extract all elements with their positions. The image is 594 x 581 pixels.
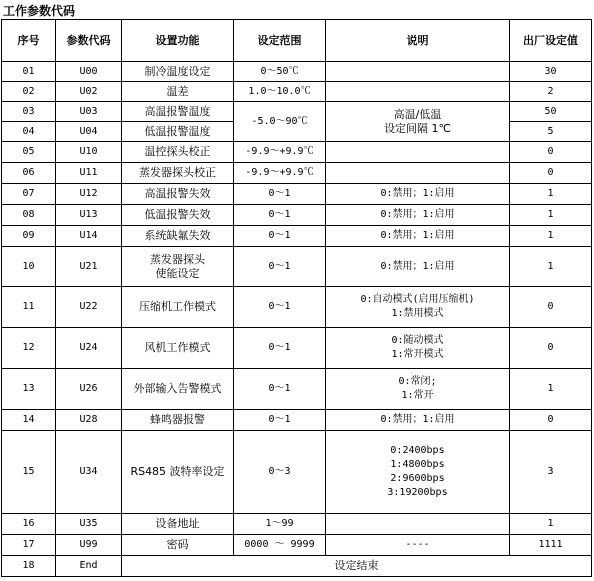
cell-description bbox=[326, 328, 510, 369]
cell-description bbox=[326, 102, 510, 142]
cell-description-line: 0:禁用；1:启用 bbox=[380, 209, 455, 220]
table-row bbox=[2, 535, 592, 556]
cell-description-line: 1:禁用模式 bbox=[391, 308, 444, 319]
header-function: 设置功能 bbox=[122, 20, 234, 62]
page-title: 工作参数代码 bbox=[3, 4, 76, 18]
cell-description bbox=[326, 287, 510, 328]
cell-description-line: 0:常闭; bbox=[398, 376, 437, 387]
cell-function bbox=[122, 410, 234, 431]
table-body bbox=[2, 62, 592, 577]
cell-function bbox=[122, 163, 234, 184]
cell-range: -9.9～+9.9℃ bbox=[234, 142, 326, 163]
cell-function bbox=[122, 122, 234, 142]
cell-function bbox=[122, 184, 234, 205]
cell-function bbox=[122, 142, 234, 163]
cell-default: 0 bbox=[510, 328, 592, 369]
cell-range: 1.0～10.0℃ bbox=[234, 82, 326, 102]
table-row bbox=[2, 514, 592, 535]
cell-description bbox=[326, 410, 510, 431]
cell-description bbox=[326, 205, 510, 226]
cell-description-line: 2:9600bps bbox=[390, 473, 445, 484]
cell-code: U03 bbox=[56, 102, 122, 122]
cell-range: 0～50℃ bbox=[234, 62, 326, 82]
cell-default: 1 bbox=[510, 514, 592, 535]
cell-function bbox=[122, 247, 234, 287]
cell-code: U99 bbox=[56, 535, 122, 556]
cell-description bbox=[326, 247, 510, 287]
cell-function bbox=[122, 62, 234, 82]
cell-description bbox=[326, 82, 510, 102]
header-range: 设定范围 bbox=[234, 20, 326, 62]
cell-code: U21 bbox=[56, 247, 122, 287]
cell-function bbox=[122, 431, 234, 514]
cell-function-line: 系统缺氟失效 bbox=[144, 229, 211, 242]
cell-no: 03 bbox=[2, 102, 56, 122]
cell-range: 0～1 bbox=[234, 226, 326, 247]
cell-default: 0 bbox=[510, 163, 592, 184]
cell-code: U35 bbox=[56, 514, 122, 535]
header-no: 序号 bbox=[2, 20, 56, 62]
cell-code: U11 bbox=[56, 163, 122, 184]
cell-default: 1 bbox=[510, 205, 592, 226]
cell-function bbox=[122, 514, 234, 535]
cell-default: 0 bbox=[510, 287, 592, 328]
cell-no: 02 bbox=[2, 82, 56, 102]
cell-function-line: 使能设定 bbox=[155, 266, 200, 280]
cell-default: 5 bbox=[510, 122, 592, 142]
cell-description bbox=[326, 535, 510, 556]
cell-description-line: 0:随动模式 bbox=[391, 335, 444, 346]
cell-description bbox=[326, 226, 510, 247]
header-description: 说明 bbox=[326, 20, 510, 62]
cell-function-line: 低温报警失效 bbox=[144, 208, 211, 221]
cell-description-line: 0:禁用；1:启用 bbox=[380, 260, 455, 272]
cell-description bbox=[326, 142, 510, 163]
table-row bbox=[2, 82, 592, 102]
cell-description bbox=[326, 163, 510, 184]
cell-description-line: 高温/低温 bbox=[393, 107, 442, 121]
table-row bbox=[2, 184, 592, 205]
cell-description bbox=[326, 431, 510, 514]
cell-description-line: 设定间隔 1℃ bbox=[384, 121, 451, 135]
cell-description-line: ---- bbox=[405, 539, 430, 550]
table-row bbox=[2, 328, 592, 369]
cell-function bbox=[122, 369, 234, 410]
cell-no: 16 bbox=[2, 514, 56, 535]
cell-default: 0 bbox=[510, 142, 592, 163]
cell-no: 09 bbox=[2, 226, 56, 247]
table-row bbox=[2, 247, 592, 287]
cell-code: U24 bbox=[56, 328, 122, 369]
cell-range: 0～1 bbox=[234, 328, 326, 369]
cell-code: U13 bbox=[56, 205, 122, 226]
cell-function-line: 外部输入告警模式 bbox=[133, 382, 222, 395]
cell-default: 30 bbox=[510, 62, 592, 82]
header-default: 出厂设定值 bbox=[510, 20, 592, 62]
cell-code: U14 bbox=[56, 226, 122, 247]
cell-range: 0～1 bbox=[234, 369, 326, 410]
cell-description bbox=[326, 369, 510, 410]
cell-no: 07 bbox=[2, 184, 56, 205]
cell-description-line: 3:19200bps bbox=[387, 487, 448, 498]
table-row bbox=[2, 163, 592, 184]
cell-description bbox=[326, 184, 510, 205]
cell-code: U22 bbox=[56, 287, 122, 328]
cell-no: 04 bbox=[2, 122, 56, 142]
cell-no: 13 bbox=[2, 369, 56, 410]
cell-function-line: 温控探头校正 bbox=[144, 145, 211, 158]
cell-default: 50 bbox=[510, 102, 592, 122]
cell-default: 1 bbox=[510, 247, 592, 287]
cell-no: 11 bbox=[2, 287, 56, 328]
cell-function-line: 制冷温度设定 bbox=[144, 64, 211, 78]
cell-range: 0～1 bbox=[234, 287, 326, 328]
cell-range: 0～1 bbox=[234, 184, 326, 205]
header-row bbox=[2, 20, 592, 62]
table-row bbox=[2, 410, 592, 431]
cell-description-line: 0:2400bps bbox=[390, 445, 445, 456]
cell-no: 06 bbox=[2, 163, 56, 184]
cell-default: 1 bbox=[510, 369, 592, 410]
cell-description-line: 0:禁用；1:启用 bbox=[380, 230, 455, 241]
cell-no: 12 bbox=[2, 328, 56, 369]
cell-function-line: 温差 bbox=[166, 84, 189, 98]
cell-default: 0 bbox=[510, 410, 592, 431]
header-code: 参数代码 bbox=[56, 20, 122, 62]
cell-code: U34 bbox=[56, 431, 122, 514]
cell-description-line: 1:常开 bbox=[401, 390, 434, 401]
cell-range: 0～1 bbox=[234, 247, 326, 287]
cell-function bbox=[122, 102, 234, 122]
cell-no: 17 bbox=[2, 535, 56, 556]
cell-range: 0～3 bbox=[234, 431, 326, 514]
cell-default: 1 bbox=[510, 226, 592, 247]
cell-no: 14 bbox=[2, 410, 56, 431]
cell-description bbox=[326, 514, 510, 535]
table-row bbox=[2, 62, 592, 82]
table-row bbox=[2, 369, 592, 410]
cell-code: U28 bbox=[56, 410, 122, 431]
cell-function bbox=[122, 535, 234, 556]
cell-code: U04 bbox=[56, 122, 122, 142]
cell-function-line: 蜂鸣器报警 bbox=[150, 413, 205, 426]
parameter-table bbox=[1, 19, 592, 577]
cell-range: -5.0～90℃ bbox=[234, 102, 326, 142]
cell-no: 18 bbox=[2, 556, 56, 577]
cell-description-line: 0:禁用；1:启用 bbox=[380, 188, 455, 199]
cell-range: 0000 ～ 9999 bbox=[234, 535, 326, 556]
cell-range: -9.9～+9.9℃ bbox=[234, 163, 326, 184]
cell-function bbox=[122, 226, 234, 247]
cell-function-line: RS485 波特率设定 bbox=[130, 465, 225, 478]
cell-code: End bbox=[56, 556, 122, 577]
cell-default: 2 bbox=[510, 82, 592, 102]
cell-function-line: 高温报警温度 bbox=[144, 104, 211, 118]
cell-code: U10 bbox=[56, 142, 122, 163]
cell-description-line: 0:自动模式(启用压缩机) bbox=[360, 294, 475, 305]
table-row-end bbox=[2, 556, 592, 577]
cell-function bbox=[122, 287, 234, 328]
cell-code: U00 bbox=[56, 62, 122, 82]
cell-no: 01 bbox=[2, 62, 56, 82]
cell-code: U02 bbox=[56, 82, 122, 102]
cell-function-line: 低温报警温度 bbox=[144, 124, 211, 138]
cell-no: 10 bbox=[2, 247, 56, 287]
cell-default: 3 bbox=[510, 431, 592, 514]
cell-code: U12 bbox=[56, 184, 122, 205]
table-row bbox=[2, 226, 592, 247]
cell-function-line: 密码 bbox=[166, 538, 189, 551]
table-row bbox=[2, 205, 592, 226]
cell-default: 1 bbox=[510, 184, 592, 205]
cell-range: 1～99 bbox=[234, 514, 326, 535]
table-row bbox=[2, 102, 592, 122]
cell-function-line: 高温报警失效 bbox=[144, 187, 211, 200]
cell-range: 0～1 bbox=[234, 410, 326, 431]
cell-no: 05 bbox=[2, 142, 56, 163]
cell-function bbox=[122, 82, 234, 102]
cell-function-line: 蒸发器探头校正 bbox=[139, 166, 216, 179]
cell-range: 0～1 bbox=[234, 205, 326, 226]
table-row bbox=[2, 287, 592, 328]
cell-function-line: 蒸发器探头 bbox=[150, 252, 205, 266]
cell-no: 15 bbox=[2, 431, 56, 514]
cell-function-line: 设备地址 bbox=[155, 517, 200, 530]
cell-code: U26 bbox=[56, 369, 122, 410]
cell-description-line: 0:禁用；1:启用 bbox=[380, 414, 455, 425]
cell-function bbox=[122, 205, 234, 226]
table-row bbox=[2, 431, 592, 514]
table-row bbox=[2, 142, 592, 163]
cell-function-line: 压缩机工作模式 bbox=[139, 300, 216, 313]
cell-no: 08 bbox=[2, 205, 56, 226]
cell-description bbox=[326, 62, 510, 82]
cell-end-text: 设定结束 bbox=[122, 556, 592, 577]
cell-description-line: 1:常开模式 bbox=[391, 349, 444, 360]
cell-function bbox=[122, 328, 234, 369]
cell-description-line: 1:4800bps bbox=[390, 459, 445, 470]
cell-function-line: 风机工作模式 bbox=[144, 341, 211, 354]
cell-default: 1111 bbox=[510, 535, 592, 556]
